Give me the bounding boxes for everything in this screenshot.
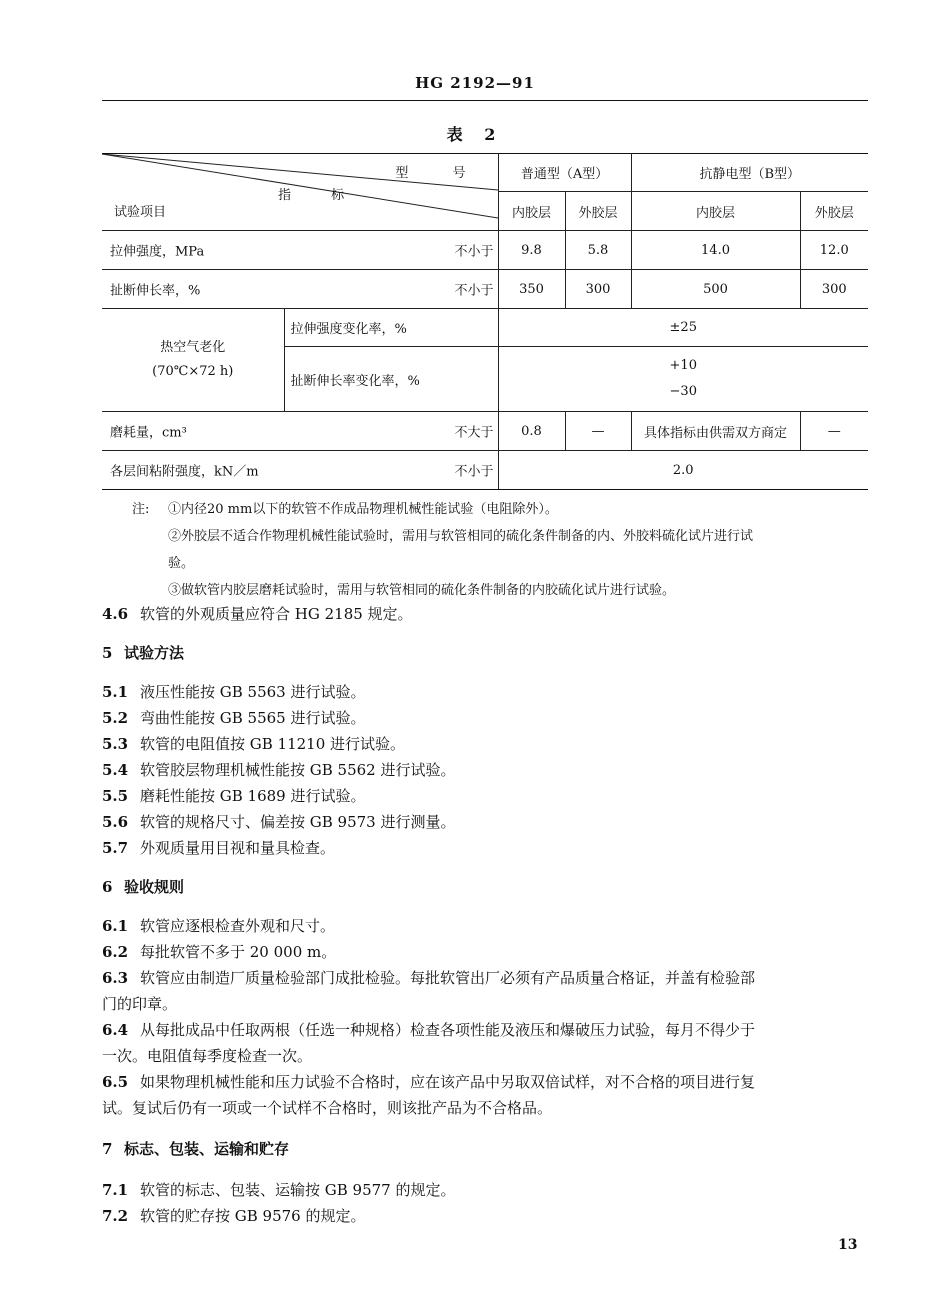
clause-text: 软管的标志、包装、运输按 GB 9577 的规定。 <box>140 1181 456 1199</box>
clause-6-5 <box>102 1069 872 1095</box>
note-2-cont: 验。 <box>168 556 195 571</box>
subheader-a-outer: 外胶层 <box>565 192 631 231</box>
clause-text: 软管的贮存按 GB 9576 的规定。 <box>140 1207 366 1225</box>
clause-6-4-cont: 一次。电阻值每季度检查一次。 <box>102 1047 313 1065</box>
clause-7-1 <box>102 1177 872 1203</box>
clause-number: 5.5 <box>102 787 129 805</box>
row-limit: 不小于 <box>454 464 494 480</box>
cell-value: 500 <box>631 270 800 309</box>
row-label-wear <box>102 412 498 451</box>
header-rule <box>102 100 868 101</box>
section-number: 7 <box>102 1140 113 1158</box>
section-6-heading <box>102 874 872 900</box>
clause-7-2 <box>102 1203 872 1229</box>
clause-text: 软管的电阻值按 GB 11210 进行试验。 <box>140 735 406 753</box>
page-number: 13 <box>838 1237 858 1253</box>
section-title: 验收规则 <box>124 878 185 896</box>
section-title: 标志、包装、运输和贮存 <box>124 1140 290 1158</box>
clause-number: 5.3 <box>102 735 129 753</box>
clause-number: 7.2 <box>102 1207 129 1225</box>
clause-text: 外观质量用目视和量具检查。 <box>140 839 336 857</box>
corner-type-label: 型 号 <box>395 166 486 181</box>
cell-value: 5.8 <box>565 231 631 270</box>
table-title: 表 2 <box>446 125 504 144</box>
clause-number: 5.1 <box>102 683 129 701</box>
section-5-heading <box>102 640 872 666</box>
subheader-a-inner: 内胶层 <box>498 192 565 231</box>
clause-5-3 <box>102 731 872 757</box>
cell-value: — <box>800 412 868 451</box>
row-limit: 不小于 <box>454 244 494 260</box>
clause-5-6 <box>102 809 872 835</box>
section-number: 5 <box>102 644 113 662</box>
clause-5-5 <box>102 783 872 809</box>
cell-value: — <box>565 412 631 451</box>
aging-name: 热空气老化 <box>160 340 226 355</box>
row-label-elongation <box>102 270 498 309</box>
clause-number: 6.3 <box>102 969 129 987</box>
cell-value: 300 <box>565 270 631 309</box>
cell-value: 9.8 <box>498 231 565 270</box>
note-3: ③做软管内胶层磨耗试验时，需用与软管相同的硫化条件制备的内胶硫化试片进行试验。 <box>168 583 676 598</box>
notes-label: 注: <box>132 502 150 517</box>
cell-value: 0.8 <box>498 412 565 451</box>
clause-text: 软管的外观质量应符合 HG 2185 规定。 <box>140 605 413 623</box>
clause-text: 每批软管不多于 20 000 m。 <box>140 943 337 961</box>
clause-number: 5.4 <box>102 761 129 779</box>
cell-value: 300 <box>800 270 868 309</box>
clause-text: 磨耗性能按 GB 1689 进行试验。 <box>140 787 366 805</box>
clause-number: 7.1 <box>102 1181 129 1199</box>
row-label-adhesion <box>102 451 498 490</box>
clause-6-5-cont: 试。复试后仍有一项或一个试样不合格时，则该批产品为不合格品。 <box>102 1099 553 1117</box>
clause-5-1 <box>102 679 872 705</box>
table-row-elongation <box>102 270 868 309</box>
aging-value-plus: +10 <box>669 358 697 373</box>
clause-5-7 <box>102 835 872 861</box>
aging-condition: (70℃×72 h) <box>152 364 234 379</box>
spec-table <box>102 153 868 490</box>
note-2: ②外胶层不适合作物理机械性能试验时，需用与软管相同的硫化条件制备的内、外胶料硫化试片进行试 <box>168 529 754 544</box>
aging-sub-elongation: 扯断伸长率变化率，% <box>284 347 498 412</box>
row-name: 扯断伸长率，% <box>110 283 201 299</box>
clause-text: 软管胶层物理机械性能按 GB 5562 进行试验。 <box>140 761 456 779</box>
corner-item-label: 试验项目 <box>114 205 167 220</box>
clause-6-4 <box>102 1017 872 1043</box>
clause-6-3-cont: 门的印章。 <box>102 995 178 1013</box>
row-limit: 不大于 <box>454 425 494 441</box>
aging-value-minus: −30 <box>669 384 697 399</box>
clause-text: 软管的规格尺寸、偏差按 GB 9573 进行测量。 <box>140 813 456 831</box>
clause-4-6 <box>102 601 872 627</box>
aging-value-elongation <box>498 347 868 412</box>
subheader-b-outer: 外胶层 <box>800 192 868 231</box>
row-limit: 不小于 <box>454 283 494 299</box>
row-name: 各层间粘附强度，kN／m <box>110 464 259 480</box>
cell-value: 12.0 <box>800 231 868 270</box>
note-1: ①内径20 mm以下的软管不作成品物理机械性能试验（电阻除外）。 <box>168 502 558 517</box>
clause-number: 4.6 <box>102 605 129 623</box>
clause-number: 6.2 <box>102 943 129 961</box>
aging-sub-tensile: 拉伸强度变化率，% <box>284 309 498 347</box>
subheader-b-inner: 内胶层 <box>631 192 800 231</box>
section-7-heading <box>102 1136 872 1162</box>
clause-text: 软管应逐根检查外观和尺寸。 <box>140 917 336 935</box>
table-row-tensile <box>102 231 868 270</box>
clause-number: 5.6 <box>102 813 129 831</box>
corner-index-label: 指 标 <box>278 188 363 203</box>
clause-number: 6.5 <box>102 1073 129 1091</box>
clause-6-3 <box>102 965 872 991</box>
table-row-aging-1 <box>102 309 868 347</box>
clause-text: 液压性能按 GB 5563 进行试验。 <box>140 683 366 701</box>
clause-number: 6.4 <box>102 1021 129 1039</box>
clause-5-2 <box>102 705 872 731</box>
clause-number: 5.7 <box>102 839 129 857</box>
group-header-b: 抗静电型（B型） <box>631 154 868 192</box>
section-title: 试验方法 <box>124 644 185 662</box>
clause-6-1 <box>102 913 872 939</box>
clause-text: 弯曲性能按 GB 5565 进行试验。 <box>140 709 366 727</box>
cell-value: 具体指标由供需双方商定 <box>631 412 800 451</box>
section-number: 6 <box>102 878 113 896</box>
table-corner-cell <box>102 154 498 231</box>
clause-text: 从每批成品中任取两根（任选一种规格）检查各项性能及液压和爆破压力试验，每月不得少于 <box>140 1021 756 1039</box>
row-label-tensile <box>102 231 498 270</box>
cell-value: 14.0 <box>631 231 800 270</box>
table-row-adhesion <box>102 451 868 490</box>
cell-value: 350 <box>498 270 565 309</box>
clause-number: 5.2 <box>102 709 129 727</box>
clause-text: 软管应由制造厂质量检验部门成批检验。每批软管出厂必须有产品质量合格证，并盖有检验部 <box>140 969 756 987</box>
clause-5-4 <box>102 757 872 783</box>
clause-number: 6.1 <box>102 917 129 935</box>
document-header: HG 2192—91 <box>415 74 535 92</box>
row-name: 拉伸强度，MPa <box>110 244 205 260</box>
clause-6-2 <box>102 939 872 965</box>
row-name: 磨耗量，cm³ <box>110 425 187 441</box>
table-row-wear <box>102 412 868 451</box>
group-header-a: 普通型（A型） <box>498 154 631 192</box>
row-label-aging <box>102 309 284 412</box>
clause-text: 如果物理机械性能和压力试验不合格时，应在该产品中另取双倍试样，对不合格的项目进行复 <box>140 1073 756 1091</box>
cell-value: 2.0 <box>498 451 868 490</box>
aging-value-tensile: ±25 <box>498 309 868 347</box>
